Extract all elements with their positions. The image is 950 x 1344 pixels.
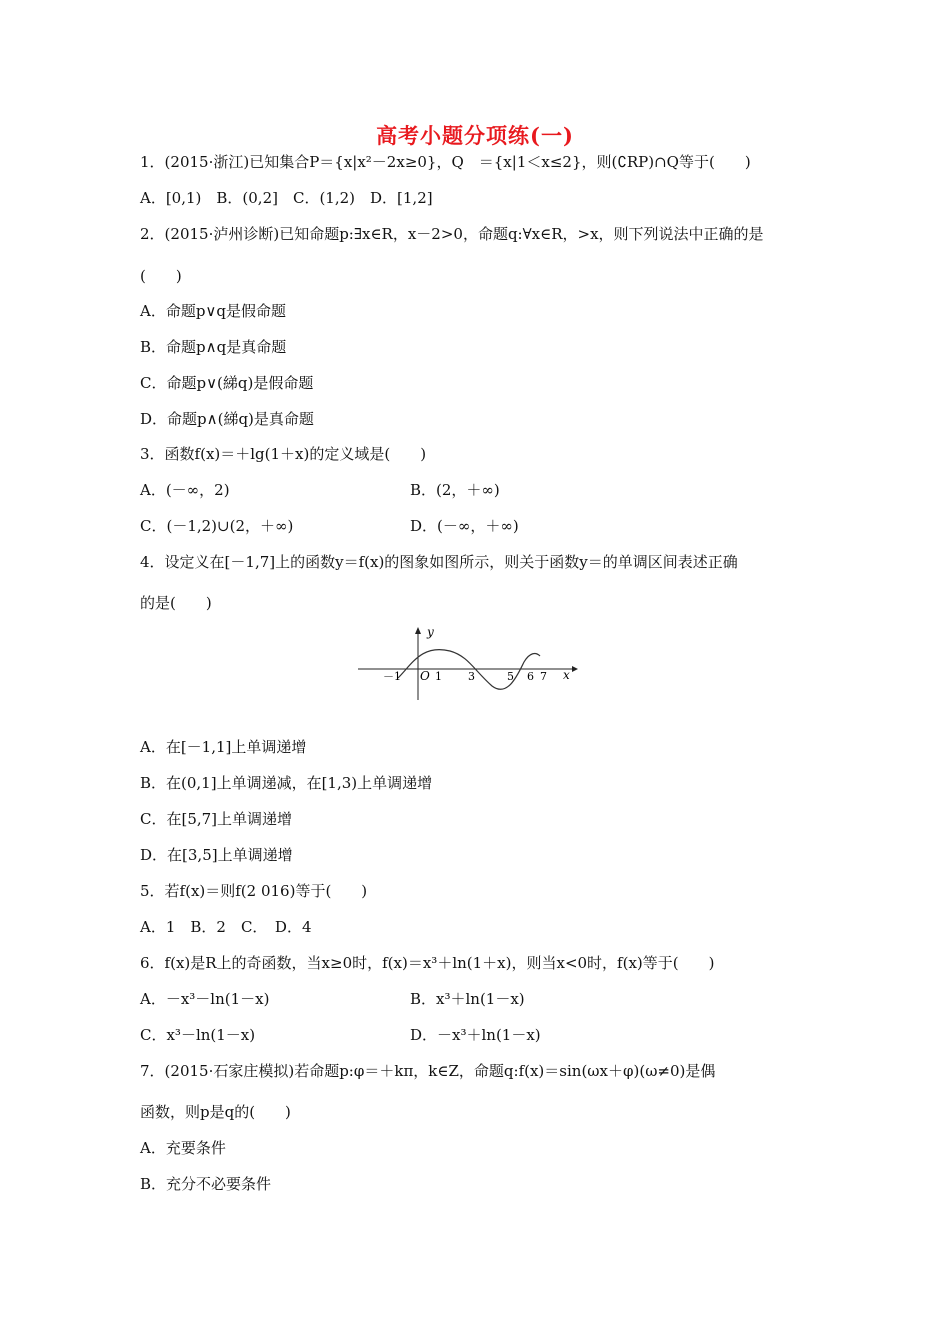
- q6-option-d: D．－x³＋ln(1－x): [410, 1026, 541, 1044]
- q2-option-c: C．命题p∨(綈q)是假命题: [140, 374, 314, 392]
- question-2-cont: ( ): [140, 267, 182, 285]
- question-1: 1．(2015·浙江)已知集合P＝{x|x²－2x≥0}，Q ＝{x|1＜x≤2}，则(∁RP)∩Q等于( ): [140, 153, 751, 171]
- question-2: 2．(2015·泸州诊断)已知命题p:∃x∈R，x－2>0，命题q:∀x∈R，>x，则下列说法中正确的是: [140, 225, 764, 243]
- q3-option-c: C．(－1,2)∪(2，＋∞): [140, 517, 294, 535]
- question-7: 7．(2015·石家庄模拟)若命题p:φ＝＋kπ，k∈Z，命题q:f(x)＝sin(ωx＋φ)(ω≠0)是偶: [140, 1062, 716, 1080]
- y-axis-label: y: [427, 625, 434, 639]
- tick-label-7: 7: [540, 670, 547, 683]
- q2-option-b: B．命题p∧q是真命题: [140, 338, 287, 356]
- tick-label-1: 1: [435, 670, 442, 683]
- q1-options: A．[0,1) B．(0,2] C．(1,2) D．[1,2]: [140, 189, 433, 207]
- question-3: 3．函数f(x)＝＋lg(1＋x)的定义域是( ): [140, 445, 427, 463]
- function-graph: [350, 624, 580, 704]
- tick-label-5: 5: [507, 670, 514, 683]
- x-axis-label: x: [563, 668, 570, 682]
- question-6: 6．f(x)是R上的奇函数，当x≥0时，f(x)＝x³＋ln(1＋x)，则当x<0时，f(x)等于( ): [140, 954, 715, 972]
- tick-label-6: 6: [527, 670, 534, 683]
- question-4: 4．设定义在[－1,7]上的函数y＝f(x)的图象如图所示，则关于函数y＝的单调区间表述正确: [140, 553, 738, 571]
- q2-option-d: D．命题p∧(綈q)是真命题: [140, 410, 314, 428]
- x-axis-arrow-icon: [572, 666, 578, 672]
- tick-label-3: 3: [468, 670, 475, 683]
- q4-option-d: D．在[3,5]上单调递增: [140, 846, 293, 864]
- question-4-cont: 的是( ): [140, 594, 212, 612]
- q4-option-c: C．在[5,7]上单调递增: [140, 810, 293, 828]
- q6-option-c: C．x³－ln(1－x): [140, 1026, 256, 1044]
- question-5: 5．若f(x)＝则f(2 016)等于( ): [140, 882, 368, 900]
- q4-option-b: B．在(0,1]上单调递减，在[1,3)上单调递增: [140, 774, 433, 792]
- q3-option-d: D．(－∞，＋∞): [410, 517, 519, 535]
- q3-option-b: B．(2，＋∞): [410, 481, 500, 499]
- q7-option-b: B．充分不必要条件: [140, 1175, 272, 1193]
- y-axis-arrow-icon: [415, 627, 421, 634]
- q3-option-a: A．(－∞，2): [140, 481, 230, 499]
- q2-option-a: A．命题p∨q是假命题: [140, 302, 287, 320]
- page-title: 高考小题分项练(一): [376, 123, 574, 148]
- tick-label-neg1: －1: [383, 670, 401, 683]
- question-7-cont: 函数，则p是q的( ): [140, 1103, 291, 1121]
- q6-option-b: B．x³＋ln(1－x): [410, 990, 525, 1008]
- q7-option-a: A．充要条件: [140, 1139, 226, 1157]
- q4-option-a: A．在[－1,1]上单调递增: [140, 738, 307, 756]
- q5-options: A．1 B．2 C． D．4: [140, 918, 312, 936]
- origin-label: O: [420, 669, 430, 683]
- q6-option-a: A．－x³－ln(1－x): [140, 990, 270, 1008]
